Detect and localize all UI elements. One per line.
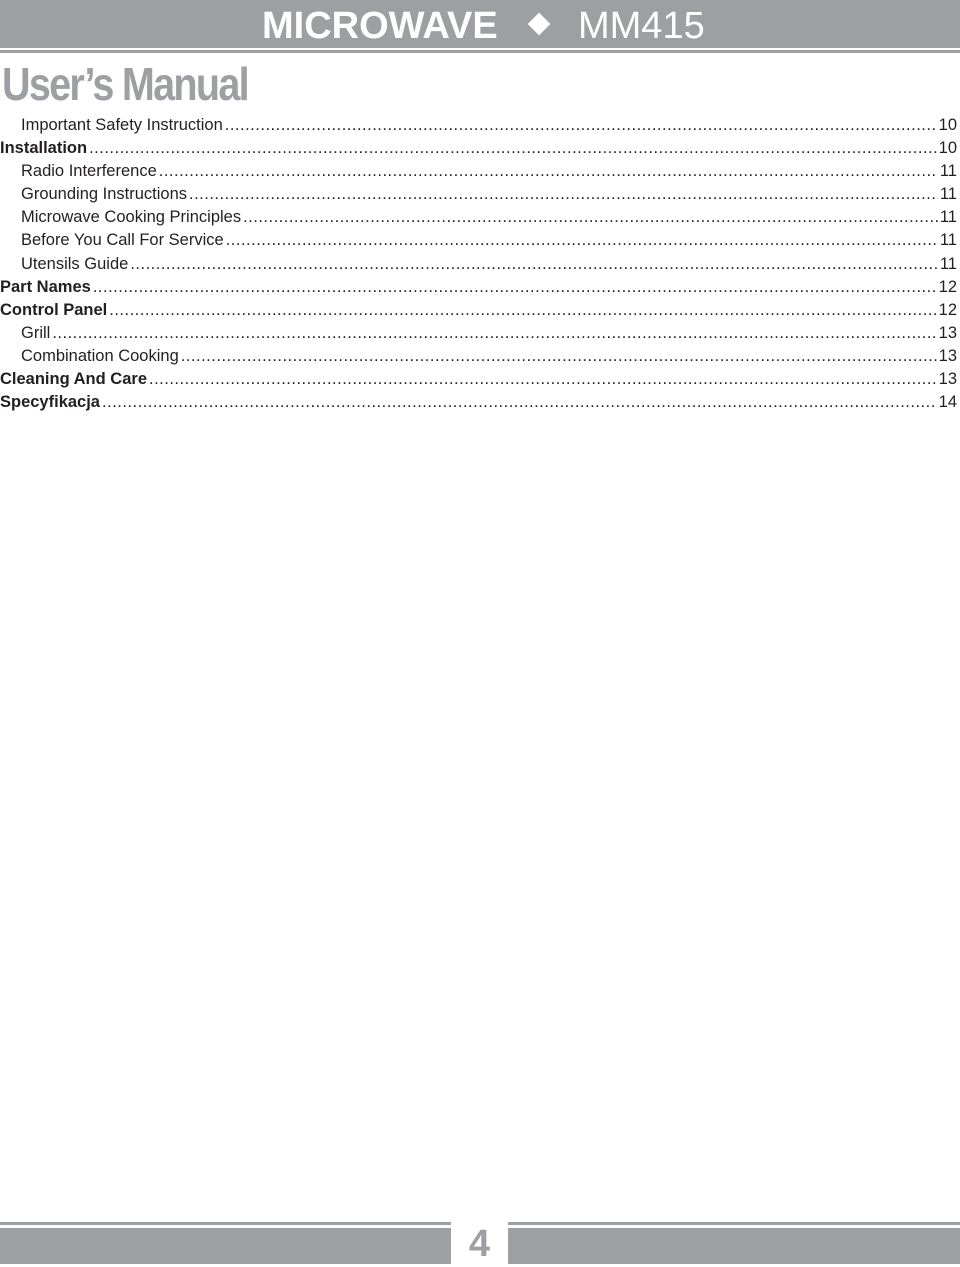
table-of-contents xyxy=(0,114,957,414)
toc-entry-page: 12 xyxy=(938,277,957,296)
toc-dot-leader xyxy=(243,206,938,229)
toc-entry-page: 10 xyxy=(938,139,957,158)
toc-entry-page: 14 xyxy=(938,393,957,412)
toc-entry xyxy=(0,299,957,322)
toc-entry-label: Radio Interference xyxy=(21,162,157,181)
toc-entry xyxy=(0,183,957,206)
toc-dot-leader xyxy=(226,229,938,252)
model-number: MM415 xyxy=(578,5,705,47)
toc-dot-leader xyxy=(109,299,936,322)
toc-entry-page: 10 xyxy=(938,116,957,134)
toc-entry-label: Important Safety Instruction xyxy=(21,116,223,134)
toc-dot-leader xyxy=(149,368,937,391)
toc-entry xyxy=(0,368,957,391)
toc-dot-leader xyxy=(189,183,938,206)
toc-entry xyxy=(0,206,957,229)
toc-entry-page: 11 xyxy=(939,208,957,227)
toc-entry-label: Cleaning And Care xyxy=(0,370,147,389)
toc-entry xyxy=(0,229,957,252)
toc-entry xyxy=(0,276,957,299)
toc-dot-leader xyxy=(102,391,937,414)
toc-entry xyxy=(0,253,957,276)
toc-entry xyxy=(0,322,957,345)
toc-entry-page: 11 xyxy=(939,162,957,181)
toc-entry xyxy=(0,160,957,183)
toc-entry-label: Utensils Guide xyxy=(21,254,129,273)
toc-entry xyxy=(0,137,957,160)
toc-entry xyxy=(0,114,957,137)
toc-entry-label: Combination Cooking xyxy=(21,346,179,365)
toc-dot-leader xyxy=(130,253,938,276)
toc-entry-label: Grill xyxy=(21,323,51,342)
toc-entry-label: Installation xyxy=(0,139,88,158)
toc-entry-label: Before You Call For Service xyxy=(21,231,224,250)
toc-dot-leader xyxy=(225,114,937,137)
toc-entry-label: Control Panel xyxy=(0,300,108,319)
toc-dot-leader xyxy=(52,322,936,345)
toc-dot-leader xyxy=(181,345,937,368)
toc-entry-page: 13 xyxy=(938,370,957,389)
toc-entry-page: 11 xyxy=(939,254,957,273)
toc-entry xyxy=(0,391,957,414)
toc-entry-label: Microwave Cooking Principles xyxy=(21,208,242,227)
toc-entry-page: 11 xyxy=(939,231,957,250)
manual-title: User’s Manual xyxy=(2,58,248,110)
product-title: MICROWAVE xyxy=(262,5,498,47)
toc-entry xyxy=(0,345,957,368)
toc-entry-page: 13 xyxy=(938,323,957,342)
toc-entry-label: Grounding Instructions xyxy=(21,185,188,204)
toc-entry-label: Part Names xyxy=(0,277,91,296)
toc-dot-leader xyxy=(159,160,938,183)
toc-entry-page: 11 xyxy=(939,185,957,204)
toc-entry-page: 12 xyxy=(938,300,957,319)
toc-entry-page: 13 xyxy=(938,346,957,365)
toc-entry-label: Specyfikacja xyxy=(0,393,100,412)
page-number: 4 xyxy=(468,1223,491,1265)
toc-dot-leader xyxy=(93,276,937,299)
toc-dot-leader xyxy=(89,137,937,160)
